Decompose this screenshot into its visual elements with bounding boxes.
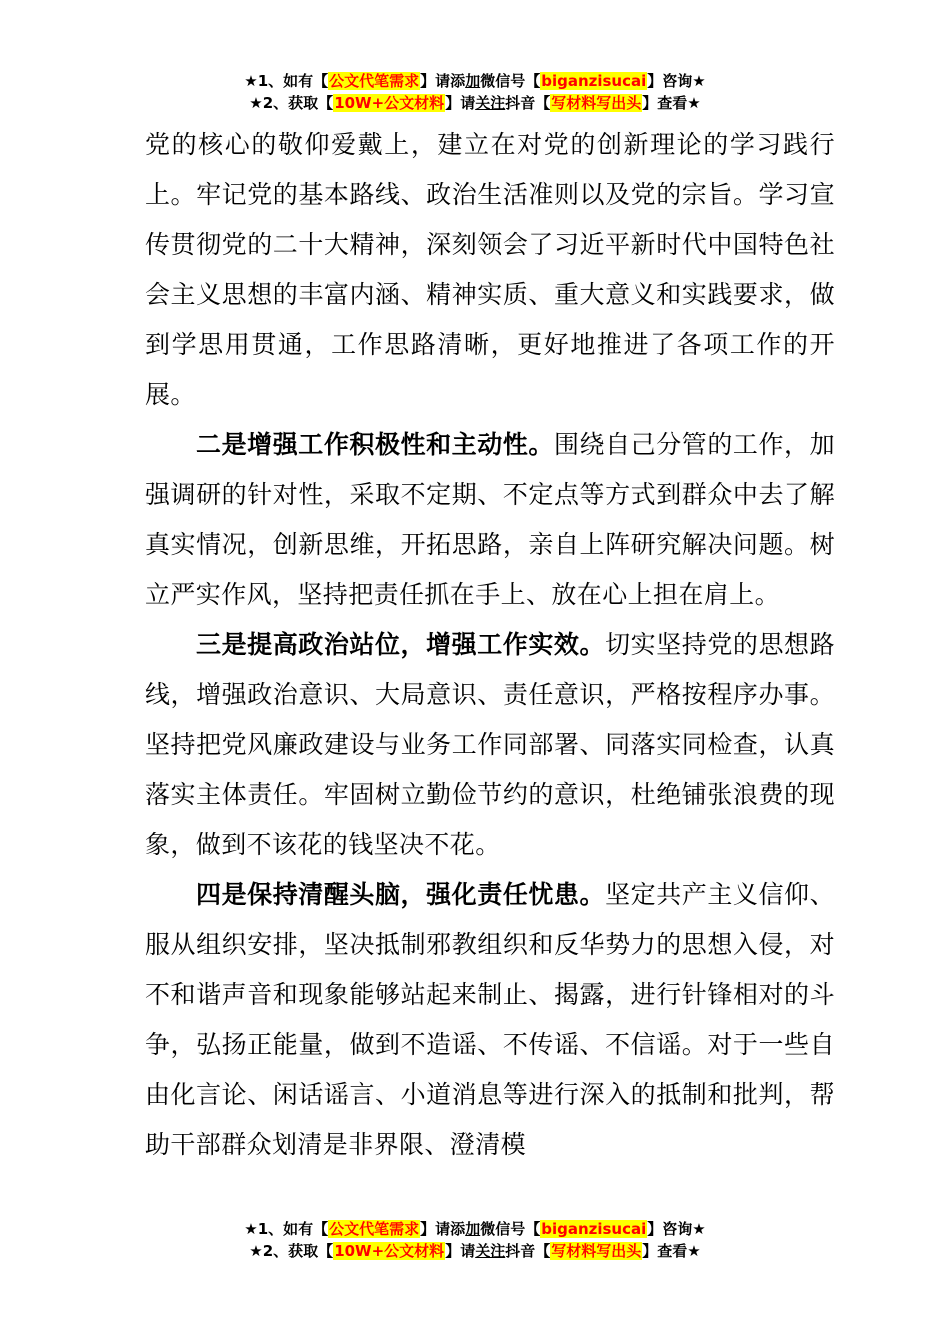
banner-text: 】查看★ — [642, 1242, 701, 1260]
document-body — [145, 120, 835, 1170]
banner-douyin-id: 写材料写出头 — [551, 94, 642, 112]
banner-text: 微信号【 — [480, 72, 541, 90]
banner-wechat-id: biganzisucai — [541, 72, 647, 90]
paragraph-1: 党的核心的敬仰爱戴上，建立在对党的创新理论的学习践行上。牢记党的基本路线、政治生活准则以及党的宗旨。学习宣传贯彻党的二十大精神，深刻领会了习近平新时代中国特色社会主义思想的丰富内涵、精神实质、重大意义和实践要求，做到学思用贯通，工作思路清晰，更好地推进了各项工作的开展。 — [145, 130, 835, 409]
paragraph-2-heading: 二是增强工作积极性和主动性。 — [196, 430, 554, 459]
banner-text: 】咨询★ — [647, 72, 706, 90]
banner-text: 抖音【 — [505, 1242, 551, 1260]
paragraph-2-text: 围绕自己分管的工作，加强调研的针对性，采取不定期、不定点等方式到群众中去了解真实情况，创新思维，开拓思路，亲自上阵研究解决问题。树立严实作风，坚持把责任抓在手上、放在心上担在肩上。 — [145, 430, 835, 609]
banner-text: 】请 — [445, 94, 476, 112]
banner-text: ★1、如有【 — [244, 72, 329, 90]
header-banner — [0, 70, 950, 114]
banner-text: 】请添 — [420, 72, 466, 90]
banner-highlight: 公文代笔需求 — [329, 1220, 420, 1238]
paragraph-3 — [145, 620, 835, 870]
banner-text: ★2、获取【 — [249, 94, 334, 112]
paragraph-4-heading: 四是保持清醒头脑，强化责任忧患。 — [196, 880, 606, 909]
banner-text: 】查看★ — [642, 94, 701, 112]
banner-text: 关注 — [475, 94, 506, 112]
footer-banner — [0, 1218, 950, 1262]
banner-line-1 — [0, 70, 950, 92]
banner-text: ★2、获取【 — [249, 1242, 334, 1260]
banner-text: 】请添 — [420, 1220, 466, 1238]
paragraph-4-text: 坚定共产主义信仰、服从组织安排，坚决抵制邪教组织和反华势力的思想入侵，对不和谐声音和现象能够站起来制止、揭露，进行针锋相对的斗争，弘扬正能量，做到不造谣、不传谣、不信谣。对于一些自由化言论、闲话谣言、小道消息等进行深入的抵制和批判，帮助干部群众划清是非界限、澄清模 — [145, 880, 835, 1159]
paragraph-2 — [145, 420, 835, 620]
paragraph-3-heading: 三是提高政治站位，增强工作实效。 — [196, 630, 606, 659]
banner-highlight: 10W+公文材料 — [334, 1242, 445, 1260]
banner-text: 抖音【 — [505, 94, 551, 112]
banner-line-2 — [0, 92, 950, 114]
banner-text: 微信号【 — [480, 1220, 541, 1238]
paragraph-3-text: 切实坚持党的思想路线，增强政治意识、大局意识、责任意识，严格按程序办事。坚持把党风廉政建设与业务工作同部署、同落实同检查，认真落实主体责任。牢固树立勤俭节约的意识，杜绝铺张浪费的现象，做到不该花的钱坚决不花。 — [145, 630, 835, 859]
banner-line-1 — [0, 1218, 950, 1240]
banner-line-2 — [0, 1240, 950, 1262]
banner-douyin-id: 写材料写出头 — [551, 1242, 642, 1260]
paragraph-4 — [145, 870, 835, 1170]
banner-text: ★1、如有【 — [244, 1220, 329, 1238]
banner-text: 加 — [465, 72, 481, 90]
banner-highlight: 公文代笔需求 — [329, 72, 420, 90]
banner-text: 关注 — [475, 1242, 506, 1260]
banner-wechat-id: biganzisucai — [541, 1220, 647, 1238]
banner-text: 】请 — [445, 1242, 476, 1260]
banner-text: 】咨询★ — [647, 1220, 706, 1238]
banner-highlight: 10W+公文材料 — [334, 94, 445, 112]
banner-text: 加 — [465, 1220, 481, 1238]
